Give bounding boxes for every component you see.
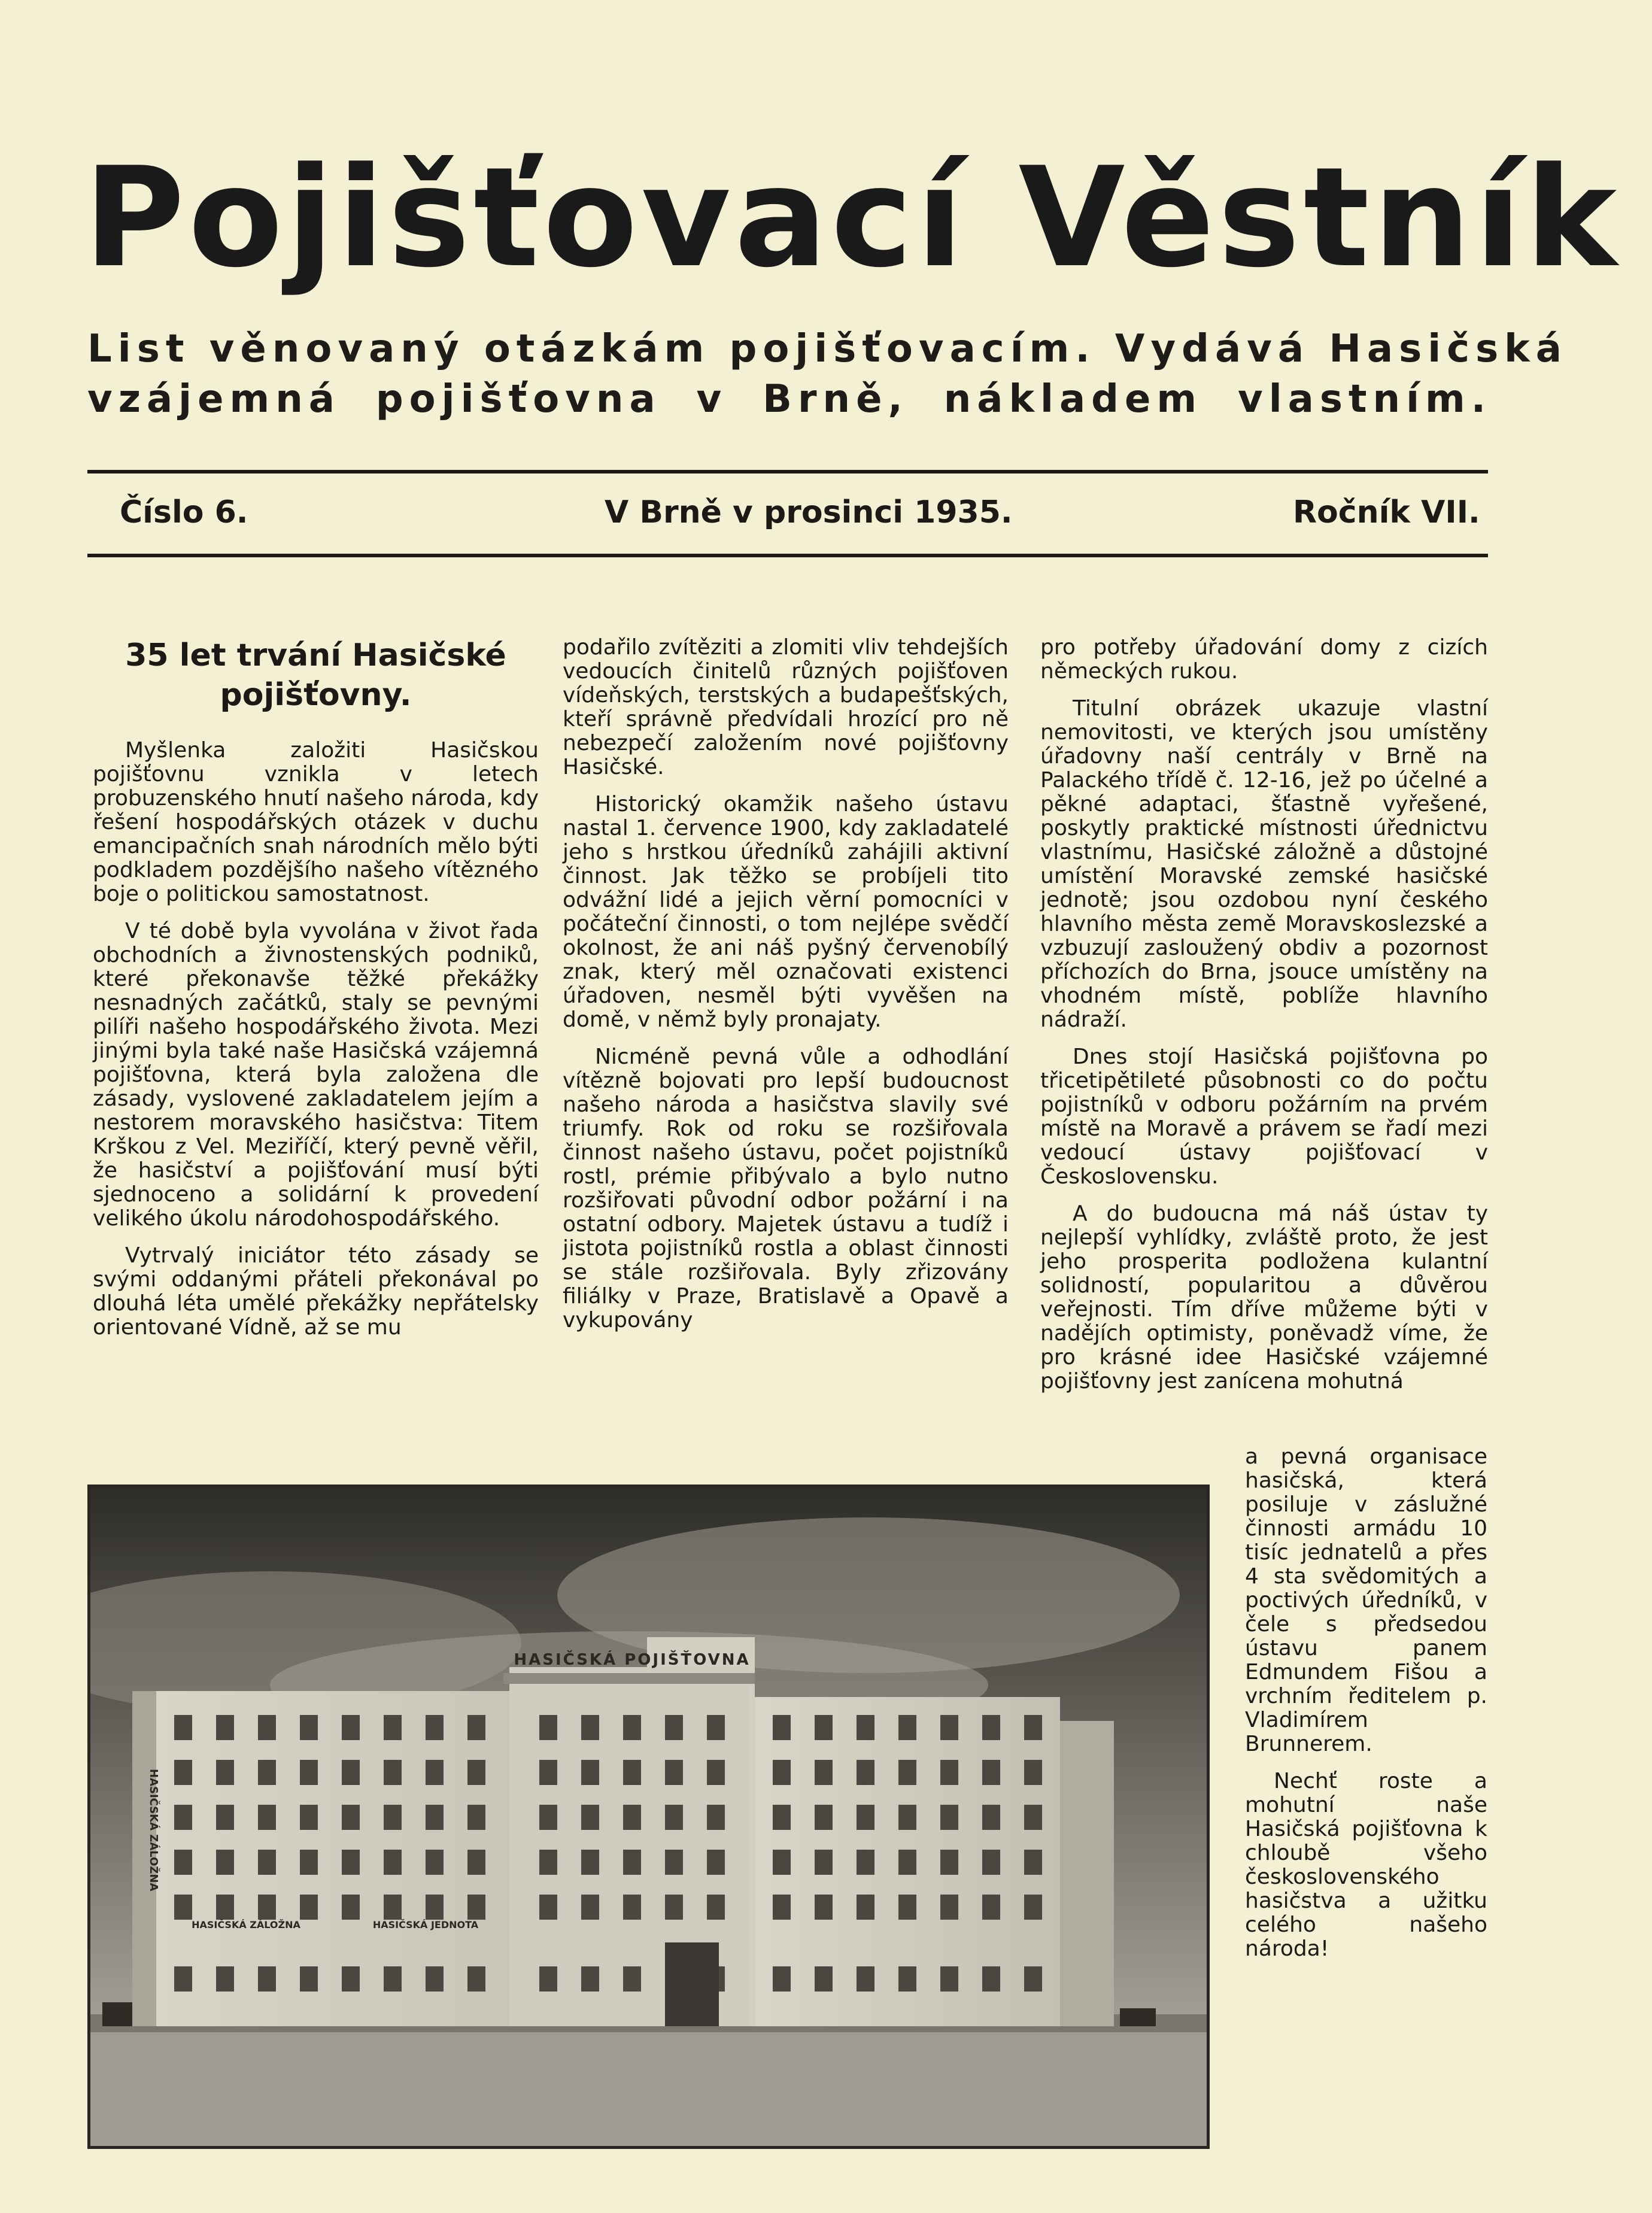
paragraph: Myšlenka založiti Hasičskou pojišťovnu vznikla v letech probuzenského hnutí našeho národa, kdy řešení hospodářských otázek v duchu emancipačních snah národních mělo býti podkladem pozdějšího našeho vítězného boje o politickou samostatnost. [93, 738, 539, 906]
article-column-3-continuation [1245, 1445, 1487, 1974]
building-photo [87, 1485, 1210, 2149]
paragraph: Titulní obrázek ukazuje vlastní nemovitosti, ve kterých jsou umístěny úřadovny naší centrály v Brně na Palackého třídě č. 12-16, jež po účelné a pěkné adaptaci, šťastně vyřešené, poskytly praktické místnosti úřednictvu vlastnímu, Hasičské záložně a důstojné umístění Moravské zemské hasičské jednotě; jsou ozdobou nyní českého hlavního města země Moravskoslezské a vzbuzují zasloužený obdiv a pozornost příchozích do Brna, jsouce umístěny na vhodném místě, poblíže hlavního nádraží. [1040, 696, 1488, 1032]
paragraph: V té době byla vyvolána v život řada obchodních a živnostenských podniků, které překonavše těžké překážky nesnadných začátků, staly se pevnými pilíři našeho hospodářského života. Mezi jinými byla také naše Hasičská vzájemná pojišťovna, která byla založena dle zásady, vyslovené zakladatelem jejím a nestorem moravského hasičstva: Titem Krškou z Vel. Meziříčí, který pevně věřil, že hasičství a pojišťování musí býti sjednoceno a solidární k provedení velikého úkolu národohospodářského. [93, 919, 539, 1231]
paragraph: Vytrvalý iniciátor této zásady se svými oddanými přáteli překonával po dlouhá léta umělé překážky nepřátelsky orientované Vídně, až se mu [93, 1243, 539, 1340]
paragraph: pro potřeby úřadování domy z cizích německých rukou. [1040, 635, 1488, 684]
paragraph: a pevná organisace hasičská, která posiluje v záslužné činnosti armádu 10 tisíc jednatelů a přes 4 sta svědomitých a poctivých úředníků, v čele s předsedou ústavu panem Edmundem Fišou a vrchním ředitelem p. Vladimírem Brunnerem. [1245, 1444, 1487, 1756]
paragraph: Historický okamžik našeho ústavu nastal 1. července 1900, kdy zakladatelé jeho s hrstkou úředníků zahájili aktivní činnost. Jak těžko se probíjeli tito odvážní lidé a jejich věrní pomocníci v počáteční činnosti, o tom nejlépe svědčí okolnost, že ani náš pyšný červenobílý znak, který měl označovati existenci úřadoven, nesměl býti vyvěšen na domě, v němž byly pronajaty. [563, 792, 1009, 1032]
article-headline: 35 let trvání Hasičské pojišťovny. [125, 638, 506, 713]
paragraph: A do budoucna má náš ústav ty nejlepší vyhlídky, zvláště proto, že jest jeho prosperita podložena kulantní solidností, popularitou a důvěrou veřejnosti. Tím dříve můžeme býti v nadějích optimisty, poněvadž víme, že pro krásné idee Hasičské vzájemné pojišťovny jest zanícena mohutná [1040, 1201, 1488, 1394]
article-column-2 [563, 636, 1009, 1346]
paragraph: Nicméně pevná vůle a odhodlání vítězně bojovati pro lepší budoucnost našeho národa a hasičstva slavily své triumfy. Rok od roku se rozšiřovala činnost našeho ústavu, počet pojistníků rostl, prémie přibývalo a bylo nutno rozšiřovati původní odbor požární i na ostatní odbory. Majetek ústavu a tudíž i jistota pojistníků rostla a oblast činnosti se stále rozšiřovala. Byly zřizovány filiálky v Praze, Bratislavě a Opavě a vykupovány [563, 1045, 1009, 1332]
photo-sign-vertical: HASIČSKÁ ZÁLOŽNA [147, 1769, 160, 1892]
paragraph: Nechť roste a mohutní naše Hasičská pojišťovna k chloubě všeho československého hasičstva a užitku celého našeho národa! [1245, 1769, 1487, 1961]
issue-number: Číslo 6. [120, 494, 248, 530]
top-rule [87, 470, 1488, 473]
issue-date: V Brně v prosinci 1935. [605, 494, 1013, 530]
paragraph: Dnes stojí Hasičská pojišťovna po třicetipětileté působnosti co do počtu pojistníků v odboru požárním na prvém místě na Moravě a právem se řadí mezi vedoucí ústavy pojišťovací v Československu. [1040, 1045, 1488, 1189]
paragraph: podařilo zvítěziti a zlomiti vliv tehdejších vedoucích činitelů různých pojišťoven vídeňských, terstských a budapešťských, kteří správně předvídali hrozící pro ně nebezpečí založením nové pojišťovny Hasičské. [563, 635, 1009, 779]
building-photo-illustration [90, 1488, 1207, 2146]
masthead-title: Pojišťovací Věstník [84, 138, 1621, 298]
article-column-1 [93, 636, 539, 1353]
photo-sign-left: HASIČSKÁ ZÁLOŽNA [192, 1919, 300, 1930]
tagline-line-2: vzájemná pojišťovna v Brně, nákladem vlastním. [87, 377, 1492, 421]
tagline-line-1: List věnovaný otázkám pojišťovacím. Vydává Hasičská [87, 327, 1568, 371]
photo-sign-main: HASIČSKÁ POJIŠŤOVNA [514, 1651, 751, 1669]
article-column-3 [1040, 636, 1488, 1407]
bottom-rule [87, 554, 1488, 557]
issue-volume: Ročník VII. [1293, 494, 1480, 530]
photo-sign-right: HASIČSKÁ JEDNOTA [372, 1919, 479, 1930]
